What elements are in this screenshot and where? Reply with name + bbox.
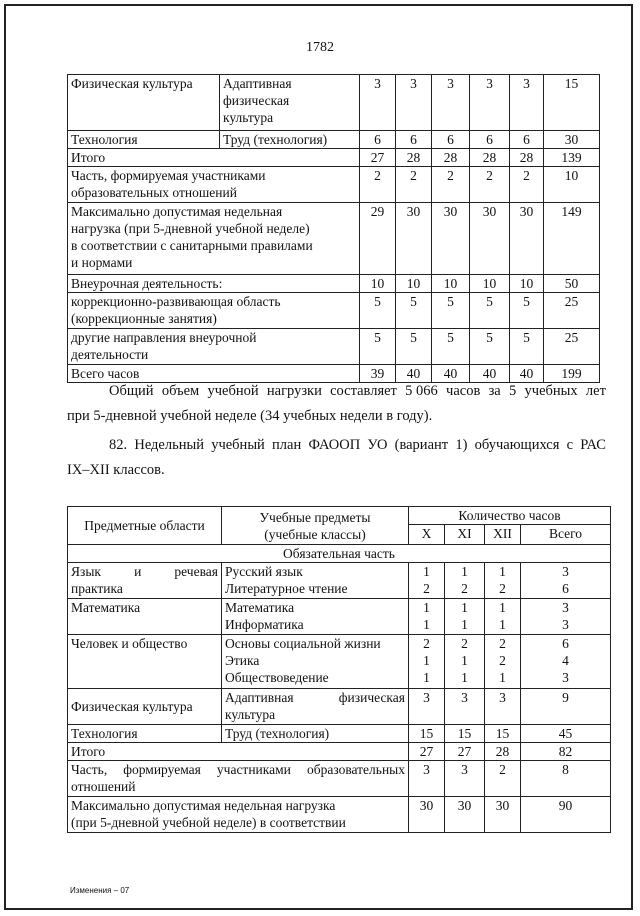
value-cell: 10 xyxy=(432,275,470,293)
value-cell: 6 xyxy=(396,131,432,149)
table-row xyxy=(68,149,600,167)
mandatory-part-label: Обязательная часть xyxy=(68,545,611,563)
value-cell: 28 xyxy=(432,149,470,167)
header-grade: XII xyxy=(485,525,521,545)
value-cell: 28 xyxy=(510,149,544,167)
value-cell: 1 2 xyxy=(409,563,445,599)
header-total: Всего xyxy=(521,525,611,545)
value-cell: 10 xyxy=(510,275,544,293)
value-cell: 39 xyxy=(360,365,396,383)
table-row xyxy=(68,599,611,635)
area-cell: Математика xyxy=(68,599,222,635)
value-cell: 5 xyxy=(510,329,544,365)
table-row xyxy=(68,689,611,725)
subject-cell: Адаптивная физическая культура xyxy=(220,75,360,131)
row-label: Часть, формируемая участниками образовательных отношений xyxy=(68,167,360,203)
total-cell: 45 xyxy=(521,725,611,743)
value-cell: 3 xyxy=(409,761,445,797)
total-cell: 10 xyxy=(544,167,600,203)
total-cell: 3 6 xyxy=(521,563,611,599)
table-row xyxy=(68,203,600,275)
value-cell: 10 xyxy=(360,275,396,293)
header-row xyxy=(68,507,611,525)
paragraph-2-line-1: 82. Недельный учебный план ФАООП УО (вариант 1) обучающихся с РАС xyxy=(109,437,606,453)
total-cell: 15 xyxy=(544,75,600,131)
row-label: Максимально допустимая недельная нагрузка (при 5-дневной учебной неделе) в соответствии xyxy=(68,797,409,833)
table-row xyxy=(68,167,600,203)
value-cell: 1 2 xyxy=(445,563,485,599)
value-cell: 30 xyxy=(510,203,544,275)
total-cell: 8 xyxy=(521,761,611,797)
curriculum-table-2 xyxy=(67,506,611,833)
value-cell: 3 xyxy=(396,75,432,131)
value-cell: 3 xyxy=(510,75,544,131)
area-cell: Физическая культура xyxy=(68,75,220,131)
value-cell: 30 xyxy=(470,203,510,275)
value-cell: 30 xyxy=(432,203,470,275)
value-cell: 3 xyxy=(445,761,485,797)
value-cell: 2 xyxy=(485,761,521,797)
subject-cell: Адаптивная физическая культура xyxy=(222,689,409,725)
row-label: Максимально допустимая недельная нагрузка (при 5-дневной учебной неделе) в соответствии с санитарными правилами и нормами xyxy=(68,203,360,275)
value-cell: 28 xyxy=(485,743,521,761)
paragraph-1-line-2: при 5-дневной учебной неделе (34 учебных недели в году). xyxy=(67,408,433,424)
value-cell: 27 xyxy=(445,743,485,761)
total-cell: 3 3 xyxy=(521,599,611,635)
value-cell: 40 xyxy=(396,365,432,383)
subject-cell: Труд (технология) xyxy=(222,725,409,743)
value-cell: 40 xyxy=(432,365,470,383)
value-cell: 2 xyxy=(470,167,510,203)
row-label: Итого xyxy=(68,743,409,761)
value-cell: 40 xyxy=(510,365,544,383)
value-cell: 6 xyxy=(510,131,544,149)
value-cell: 5 xyxy=(470,329,510,365)
header-areas: Предметные области xyxy=(68,507,222,545)
row-label: Всего часов xyxy=(68,365,360,383)
value-cell: 5 xyxy=(396,329,432,365)
value-cell: 3 xyxy=(485,689,521,725)
table-row xyxy=(68,131,600,149)
total-cell: 6 4 3 xyxy=(521,635,611,689)
value-cell: 15 xyxy=(485,725,521,743)
row-label: Часть, формируемая участниками образовательных отношений xyxy=(68,761,409,797)
page-number: 1782 xyxy=(306,40,334,55)
value-cell: 29 xyxy=(360,203,396,275)
subject-cell: Основы социальной жизни Этика Обществоведение xyxy=(222,635,409,689)
value-cell: 5 xyxy=(510,293,544,329)
header-grade: X xyxy=(409,525,445,545)
total-cell: 199 xyxy=(544,365,600,383)
table-row xyxy=(68,75,600,131)
value-cell: 30 xyxy=(485,797,521,833)
area-cell: Технология xyxy=(68,131,220,149)
value-cell: 1 1 xyxy=(485,599,521,635)
value-cell: 5 xyxy=(432,293,470,329)
header-subjects: Учебные предметы (учебные классы) xyxy=(222,507,409,545)
table-row xyxy=(68,365,600,383)
value-cell: 40 xyxy=(470,365,510,383)
value-cell: 10 xyxy=(470,275,510,293)
table-row xyxy=(68,563,611,599)
table-row xyxy=(68,635,611,689)
table-row xyxy=(68,743,611,761)
value-cell: 28 xyxy=(470,149,510,167)
area-cell: Язык и речевая практика xyxy=(68,563,222,599)
value-cell: 3 xyxy=(409,689,445,725)
total-cell: 82 xyxy=(521,743,611,761)
value-cell: 2 xyxy=(360,167,396,203)
value-cell: 30 xyxy=(409,797,445,833)
area-cell: Физическая культура xyxy=(68,689,222,725)
value-cell: 30 xyxy=(445,797,485,833)
value-cell: 5 xyxy=(360,329,396,365)
value-cell: 3 xyxy=(470,75,510,131)
value-cell: 15 xyxy=(445,725,485,743)
table-row xyxy=(68,293,600,329)
value-cell: 5 xyxy=(360,293,396,329)
table-row xyxy=(68,725,611,743)
value-cell: 3 xyxy=(445,689,485,725)
subject-cell: Русский язык Литературное чтение xyxy=(222,563,409,599)
total-cell: 149 xyxy=(544,203,600,275)
total-cell: 30 xyxy=(544,131,600,149)
value-cell: 3 xyxy=(432,75,470,131)
value-cell: 6 xyxy=(360,131,396,149)
value-cell: 2 xyxy=(432,167,470,203)
total-cell: 90 xyxy=(521,797,611,833)
value-cell: 1 1 xyxy=(409,599,445,635)
total-cell: 139 xyxy=(544,149,600,167)
value-cell: 10 xyxy=(396,275,432,293)
value-cell: 6 xyxy=(432,131,470,149)
footer-note: Изменения – 07 xyxy=(70,886,130,895)
area-cell: Технология xyxy=(68,725,222,743)
value-cell: 5 xyxy=(396,293,432,329)
total-cell: 9 xyxy=(521,689,611,725)
total-cell: 25 xyxy=(544,329,600,365)
value-cell: 5 xyxy=(470,293,510,329)
total-cell: 25 xyxy=(544,293,600,329)
value-cell: 2 1 1 xyxy=(445,635,485,689)
value-cell: 1 2 xyxy=(485,563,521,599)
value-cell: 1 1 xyxy=(445,599,485,635)
section-row xyxy=(68,545,611,563)
value-cell: 3 xyxy=(360,75,396,131)
header-grade: XI xyxy=(445,525,485,545)
row-label: коррекционно-развивающая область (коррекционные занятия) xyxy=(68,293,360,329)
paragraph-1-line-1: Общий объем учебной нагрузки составляет 5 066 часов за 5 учебных лет xyxy=(109,383,606,399)
value-cell: 2 xyxy=(396,167,432,203)
value-cell: 27 xyxy=(360,149,396,167)
value-cell: 30 xyxy=(396,203,432,275)
row-label: Итого xyxy=(68,149,360,167)
value-cell: 27 xyxy=(409,743,445,761)
area-cell: Человек и общество xyxy=(68,635,222,689)
row-label: другие направления внеурочной деятельности xyxy=(68,329,360,365)
row-label: Внеурочная деятельность: xyxy=(68,275,360,293)
table-row xyxy=(68,797,611,833)
subject-cell: Труд (технология) xyxy=(220,131,360,149)
curriculum-table-1 xyxy=(67,74,600,383)
subject-cell: Математика Информатика xyxy=(222,599,409,635)
table-row xyxy=(68,761,611,797)
total-cell: 50 xyxy=(544,275,600,293)
value-cell: 2 xyxy=(510,167,544,203)
table-row xyxy=(68,275,600,293)
header-hours: Количество часов xyxy=(409,507,611,525)
value-cell: 15 xyxy=(409,725,445,743)
value-cell: 5 xyxy=(432,329,470,365)
value-cell: 6 xyxy=(470,131,510,149)
table-row xyxy=(68,329,600,365)
value-cell: 2 2 1 xyxy=(485,635,521,689)
value-cell: 2 1 1 xyxy=(409,635,445,689)
value-cell: 28 xyxy=(396,149,432,167)
paragraph-2-line-2: IX–XII классов. xyxy=(67,462,165,478)
